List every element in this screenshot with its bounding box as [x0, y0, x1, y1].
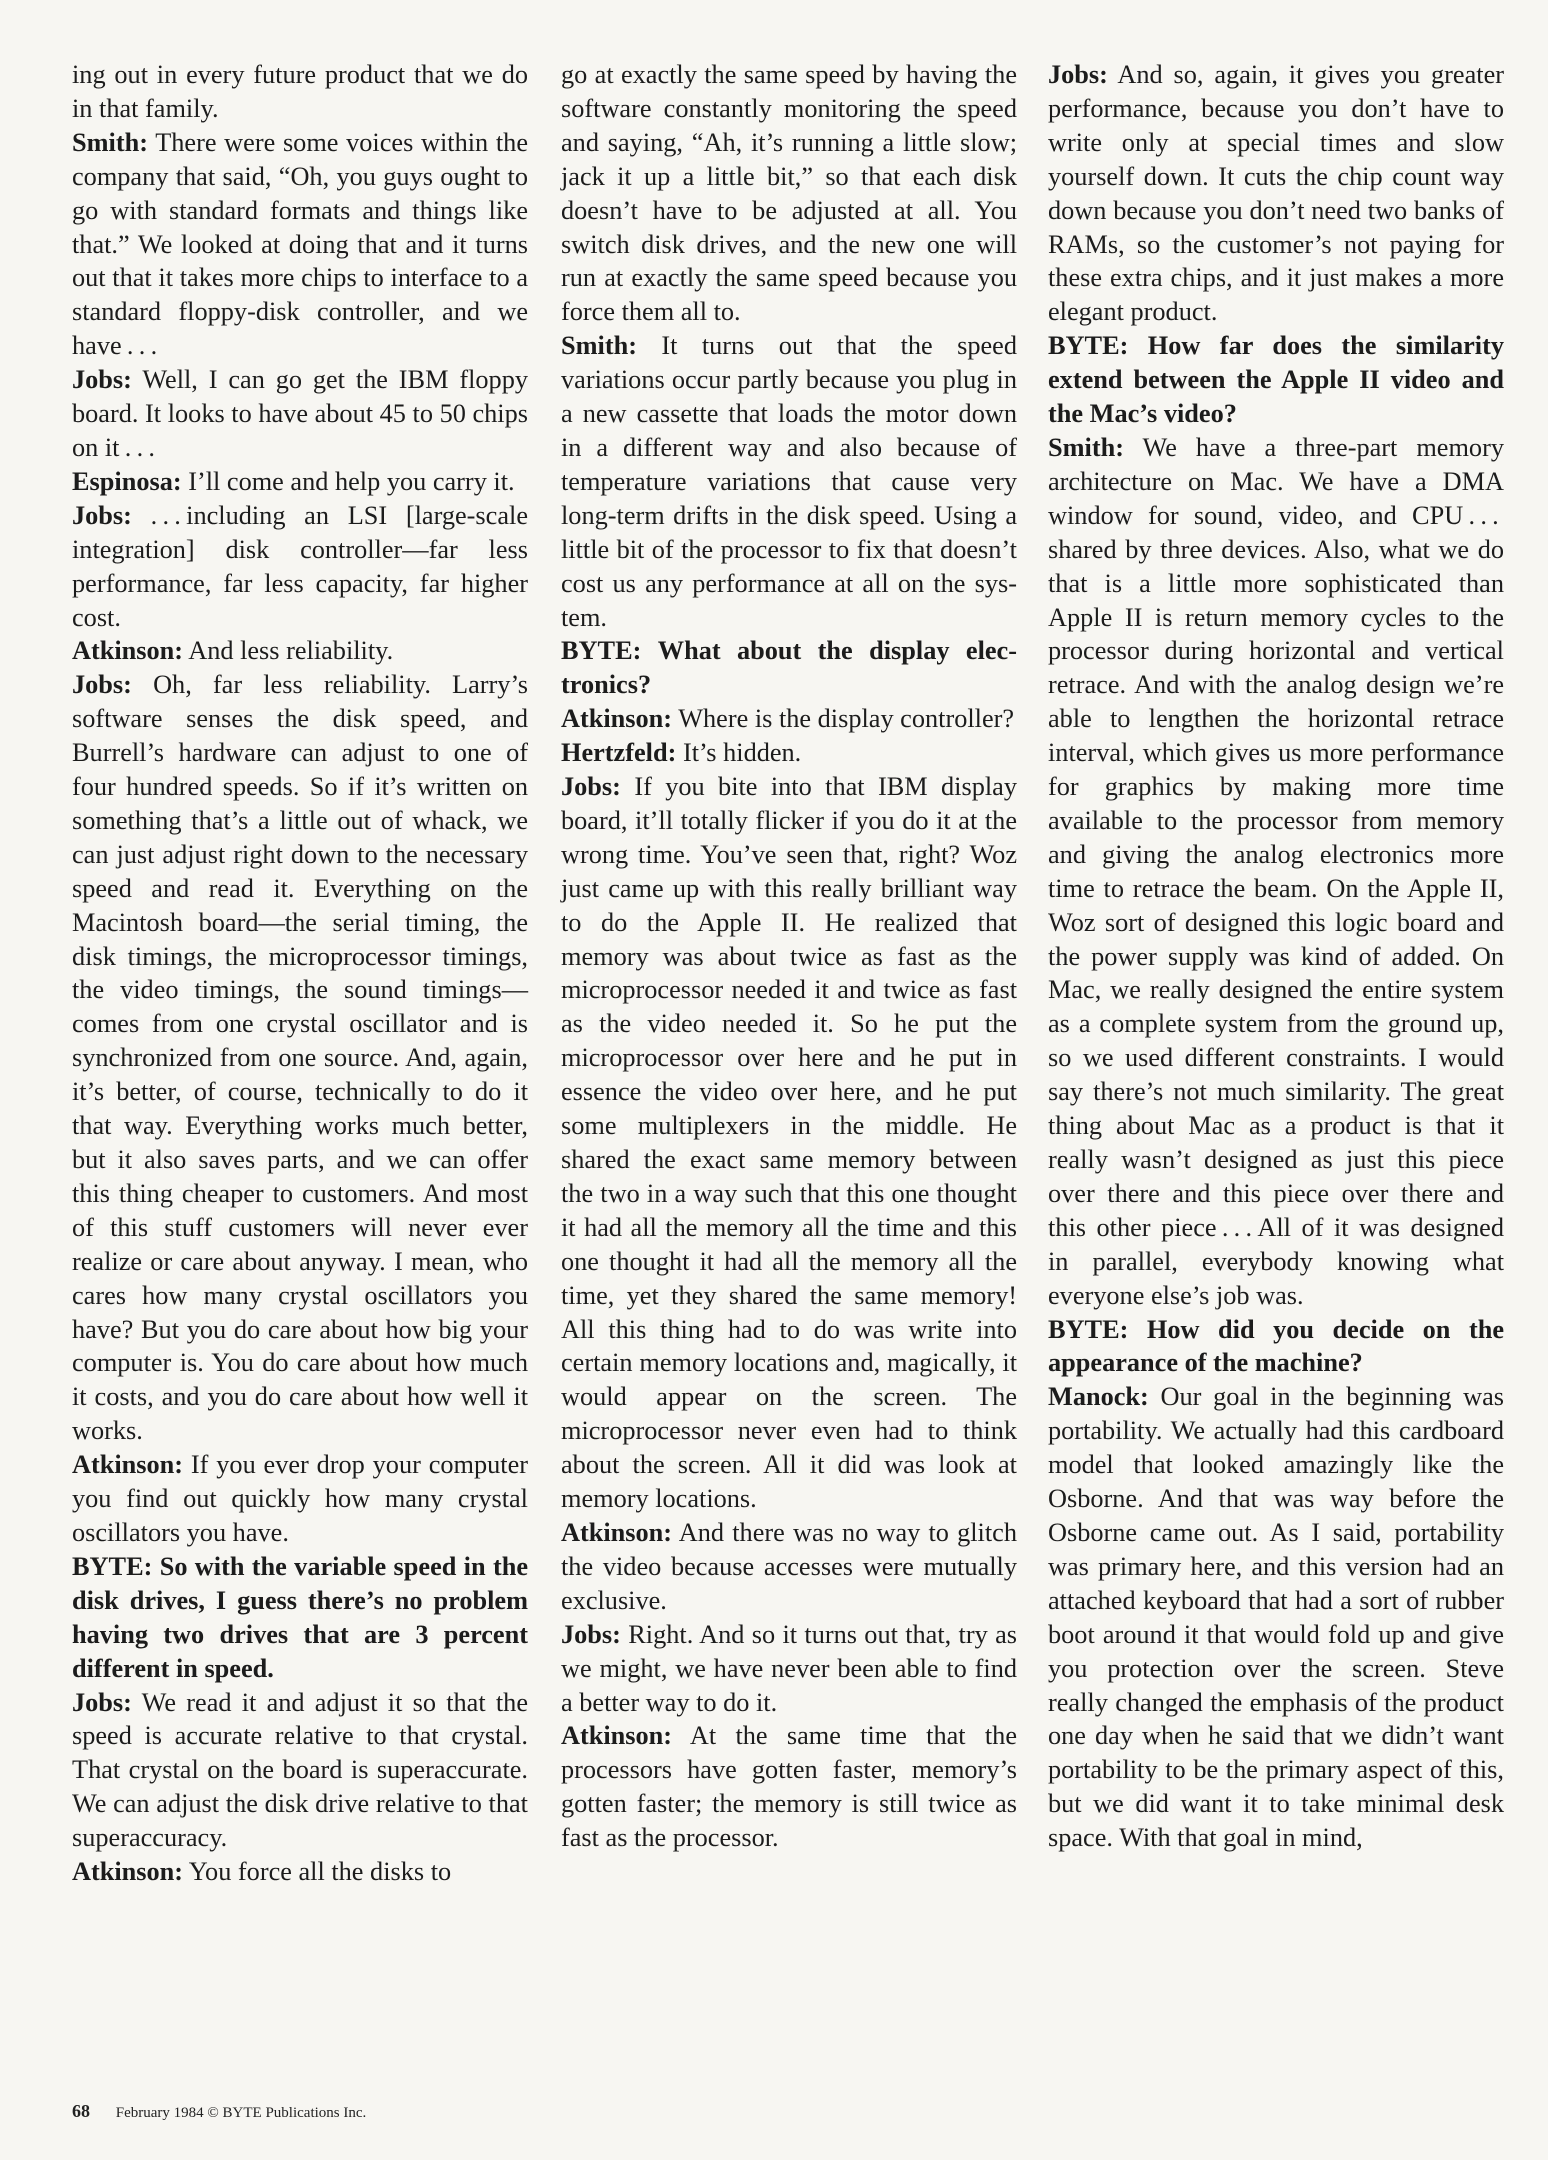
paragraph-text: go at exactly the same speed by having the software constantly monitoring the speed and saying, “Ah, it’s running a little slow; jack it up a little bit,” so that each disk doesn’t have to be adjusted at all. You switch disk drives, and the new one will run at exactly the same speed because you force them all to. [561, 60, 1017, 327]
paragraph-text: Right. And so it turns out that, try as we might, we have never been able to find a better way to do it. [561, 1619, 1017, 1717]
interview-paragraph [72, 634, 528, 668]
interview-paragraph [1048, 1380, 1504, 1855]
interview-paragraph [561, 736, 1017, 770]
paragraph-text: At the same time that the processors have gotten faster, memory’s gotten faster; the memory is still twice as fast as the processor. [561, 1721, 1018, 1853]
paragraph-text: How far does the similarity extend between the Apple II video and the Mac’s video? [1048, 331, 1504, 429]
interview-paragraph [72, 1686, 528, 1856]
interview-paragraph [72, 465, 528, 499]
interview-question [1048, 329, 1504, 431]
speaker-name: BYTE: [1048, 1314, 1129, 1344]
speaker-name: BYTE: [561, 636, 642, 666]
speaker-name: Jobs: [561, 772, 621, 802]
paragraph-text: It’s hidden. [682, 738, 802, 768]
interview-question [72, 1550, 528, 1686]
paragraph-text: How did you decide on the appearance of the machine? [1048, 1314, 1505, 1378]
speaker-name: Jobs: [1048, 60, 1108, 89]
paragraph-text: You force all the disks to [188, 1857, 452, 1887]
speaker-name: Smith: [72, 127, 148, 157]
paragraph-text: What about the display electronics? [561, 636, 1017, 700]
interview-paragraph [72, 499, 528, 635]
speaker-name: Atkinson: [561, 1721, 673, 1751]
interview-paragraph [72, 1855, 528, 1889]
interview-paragraph [72, 126, 528, 363]
speaker-name: Atkinson: [561, 704, 673, 734]
speaker-name: Smith: [1048, 432, 1124, 462]
speaker-name: Atkinson: [72, 1450, 184, 1480]
interview-question [1048, 1313, 1504, 1381]
paragraph-text: We have a three-part memory architecture on Mac. We have a DMA window for sound, video, and CPU . . . shared by three devices. Also, what we do that is a little more sophisticated than Apple II is return memory cycles to the processor during horizontal and vertical retrace. And with the analog design we’re able to lengthen the horizontal retrace interval, which gives us more performance for graphics by making more time available to the processor from memory and giving the analog electronics more time to retrace the beam. On the Apple II, Woz sort of designed this logic board and the power supply was kind of added. On Mac, we really designed the entire system as a complete system from the ground up, so we used different constraints. I would say there’s not much similarity. The great thing about Mac as a product is that it really wasn’t designed as just this piece over there and this piece over there and this other piece . . . All of it was designed in parallel, everybody knowing what everyone else’s job was. [1048, 432, 1504, 1310]
interview-paragraph [561, 58, 1017, 329]
interview-paragraph [1048, 431, 1504, 1313]
paragraph-text: I’ll come and help you carry it. [188, 466, 515, 496]
speaker-name: Atkinson: [72, 636, 184, 666]
interview-paragraph [72, 1448, 528, 1550]
paragraph-text: And there was no way to glitch the video because accesses were mutually exclusive. [561, 1517, 1017, 1615]
paragraph-text: It turns out that the speed variations occur partly because you plug in a new cassette that loads the motor down in a different way and also because of temperature variations that cause very long-term drifts in the disk speed. Using a little bit of the processor to fix that doesn’t cost us any performance at all on the system. [561, 331, 1017, 632]
speaker-name: Atkinson: [72, 1857, 184, 1887]
column-2 [561, 58, 1017, 1855]
paragraph-text: . . . including an LSI [large-scale integration] disk controller—far less performance, far less capacity, far higher cost. [72, 500, 528, 632]
paragraph-text: Oh, far less reliability. Larry’s software senses the disk speed, and Burrell’s hardware can adjust to one of four hundred speeds. So if it’s written on something that’s a little out of whack, we can just adjust right down to the necessary speed and read it. Everything on the Macintosh board—the serial timing, the disk timings, the microprocessor timings, the video timings, the sound timings—comes from one crystal oscillator and is synchronized from one source. And, again, it’s better, of course, technically to do it that way. Everything works much better, but it also saves parts, and we can offer this thing cheaper to customers. And most of this stuff customers will never ever realize or care about anyway. I mean, who cares how many crystal oscillators you have? But you do care about how big your computer is. You do care about how much it costs, and you do care about how well it works. [72, 670, 528, 1446]
speaker-name: BYTE: [72, 1551, 153, 1581]
speaker-name: Jobs: [561, 1619, 621, 1649]
paragraph-text: And so, again, it gives you greater performance, because you don’t have to write only at special times and slow yourself down. It cuts the chip count way down because you don’t need two banks of RAMs, so the customer’s not paying for these extra chips, and it just makes a more elegant product. [1048, 60, 1504, 327]
interview-paragraph [561, 1618, 1017, 1720]
paragraph-text: If you ever drop your computer you find out quickly how many crystal oscillators you have. [72, 1450, 529, 1547]
speaker-name: Jobs: [72, 365, 132, 395]
page-footer [72, 2101, 366, 2122]
column-1 [72, 58, 528, 1889]
paragraph-text: We read it and adjust it so that the speed is accurate relative to that crystal. That crystal on the board is superaccurate. We can adjust the disk drive relative to that superaccuracy. [72, 1687, 528, 1853]
paragraph-text: Where is the display controller? [678, 704, 1015, 734]
interview-paragraph [72, 668, 528, 1448]
page-number: 68 [72, 2101, 90, 2121]
paragraph-text: There were some voices within the company that said, “Oh, you guys ought to go with standard formats and things like that.” We looked at doing that and it turns out that it takes more chips to interface to a standard floppy-disk controller, and we have . . . [72, 127, 528, 361]
interview-question [561, 634, 1017, 702]
speaker-name: Manock: [1048, 1382, 1149, 1412]
interview-paragraph [561, 1719, 1017, 1855]
column-3 [1048, 58, 1504, 1855]
interview-paragraph [561, 770, 1017, 1516]
paragraph-text: And less reliability. [188, 636, 394, 666]
interview-paragraph [561, 702, 1017, 736]
paragraph-text: If you bite into that IBM display board, it’ll totally flicker if you do it at the wrong time. You’ve seen that, right? Woz just came up with this really brilliant way to do the Apple II. He realized that memory was about twice as fast as the microprocessor needed it and twice as fast as the video needed it. So he put the microprocessor over here and he put in essence the video over here, and he put some multiplexers in the middle. He shared the exact same memory between the two in a way such that this one thought it had all the memory all the time and this one thought it had all the memory all the time, yet they shared the same memory! All this thing had to do was write into certain memory locations and, magically, it would appear on the screen. The microprocessor never even had to think about the screen. All it did was look at memory locations. [561, 772, 1017, 1514]
interview-paragraph [561, 1516, 1017, 1618]
speaker-name: Atkinson: [561, 1517, 673, 1547]
speaker-name: Jobs: [72, 500, 132, 530]
speaker-name: BYTE: [1048, 331, 1129, 361]
interview-paragraph [72, 58, 528, 126]
paragraph-text: ing out in every future product that we do in that family. [72, 60, 528, 123]
interview-paragraph [1048, 58, 1504, 329]
speaker-name: Hertzfeld: [561, 738, 677, 768]
paragraph-text: So with the variable speed in the disk drives, I guess there’s no problem having two drives that are 3 percent different in speed. [72, 1551, 528, 1683]
speaker-name: Espinosa: [72, 466, 182, 496]
paragraph-text: Our goal in the beginning was portability. We actually had this cardboard model that looked amazingly like the Osborne. And that was way before the Osborne came out. As I said, portability was primary here, and this version had an attached keyboard that had a sort of rubber boot around it that would fold up and give you protection over the screen. Steve really changed the emphasis of the product one day when he said that we didn’t want portability to be the primary aspect of this, but we did want it to take minimal desk space. With that goal in mind, [1048, 1382, 1504, 1853]
speaker-name: Jobs: [72, 1687, 132, 1717]
interview-paragraph [72, 363, 528, 465]
paragraph-text: Well, I can go get the IBM floppy board. It looks to have about 45 to 50 chips on it . . . [72, 365, 528, 462]
speaker-name: Smith: [561, 331, 637, 361]
footer-credit: February 1984 © BYTE Publications Inc. [115, 2105, 367, 2121]
speaker-name: Jobs: [72, 670, 132, 700]
interview-paragraph [561, 329, 1017, 634]
